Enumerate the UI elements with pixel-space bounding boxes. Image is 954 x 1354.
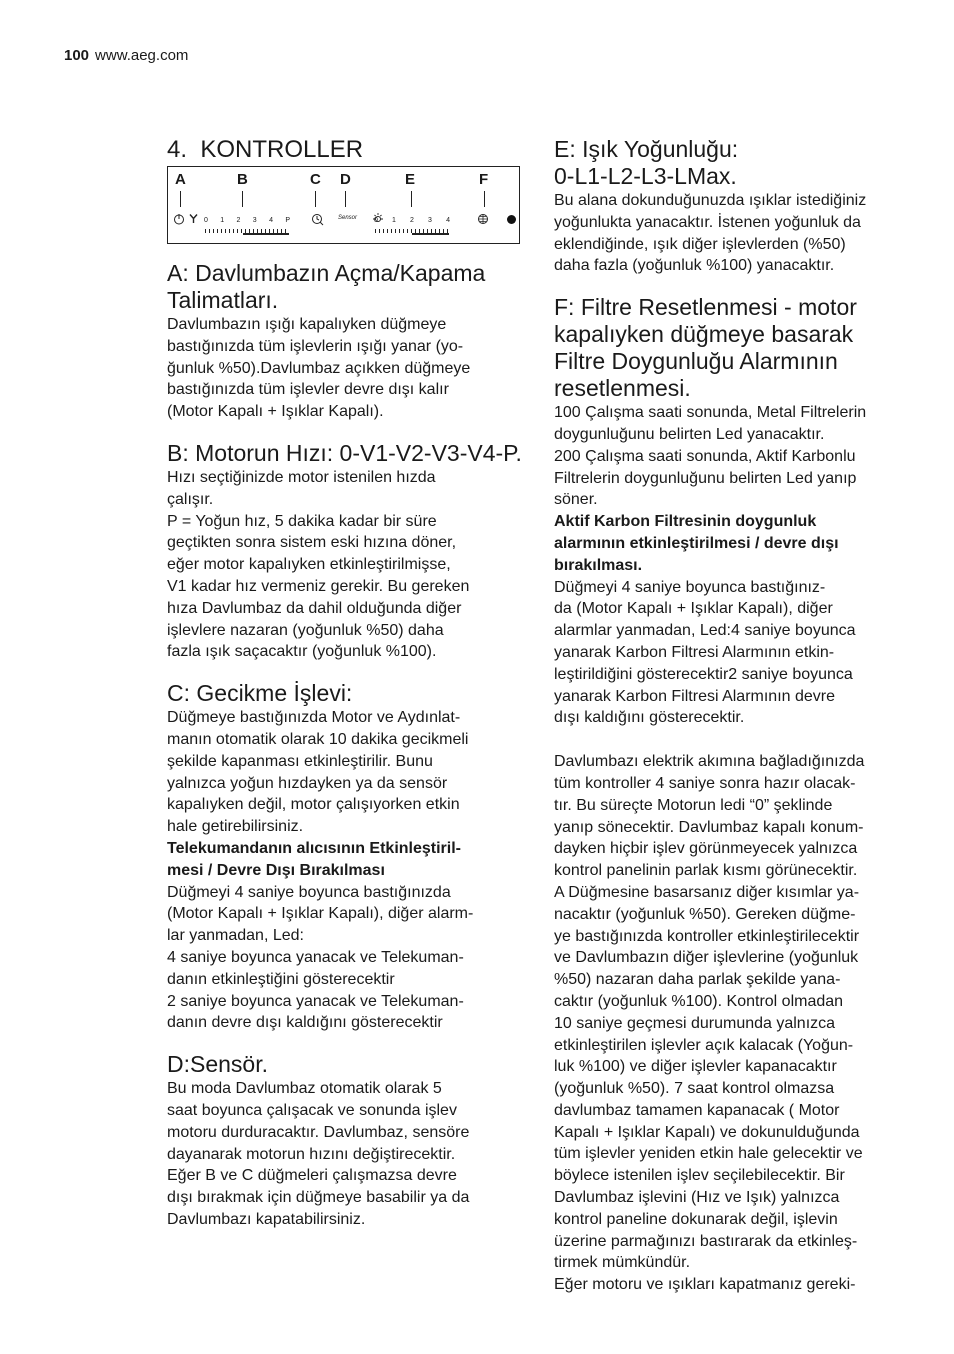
text-line: şekilde kapanması etkinleştirilir. Bunu [167,752,433,770]
section-e-title [554,136,916,190]
text-line: etkinleştirilen işlevler açık kalacak (Yoğun- [554,1036,854,1054]
text-line: dayanarak motorun hızını değiştirecektir. [167,1145,456,1163]
text-line: fazla ışık saçacaktır (yoğunluk %100). [167,643,437,661]
bold-line: Aktif Karbon Filtresinin doygunluk [554,513,817,531]
text-line: yanarak Karbon Filtresi Alarmının etkin- [554,643,835,661]
filter-icon[interactable] [477,213,489,225]
text-line: 2 saniye boyunca yanacak ve Telekuman- [167,992,464,1010]
text-line: alarmlar yanmadan, Led:4 saniye boyunca [554,622,856,640]
text-line: Davlumbaz işlevini (Hız ve Işık) yalnızca [554,1189,840,1207]
page-number: 100 [64,47,90,64]
website-link[interactable]: www.aeg.com [95,47,189,64]
text-line: 10 saniye geçmesi durumunda yalnızca [554,1014,836,1032]
text-line: danın devre dışı kaldığını gösterecektir [167,1014,443,1032]
text-line: ve Davlumbazın diğer işlevlerine (yoğunluk [554,949,859,967]
tick-b [242,191,243,207]
tick-f [484,191,485,207]
text-line: motoru durduracaktır. Davlumbaz, sensöre [167,1123,470,1141]
text-line: tüm kontroller 4 saniye sonra hazır olacak- [554,774,856,792]
section-d-title: D:Sensör. [167,1051,268,1078]
text-line: yanıp sönecektir. Davlumbaz kapalı konum- [554,818,864,836]
text-line: Düğmeyi 4 saniye boyunca bastığınız- [554,578,826,596]
text-line: dışı bırakmak için düğmeye basabilir ya da [167,1189,470,1207]
motor-scale[interactable] [204,217,290,224]
text-line: leştirildiğini gösterecektir2 saniye boyunca [554,665,853,683]
panel-letter-a: A [175,171,186,188]
text-line: lar yanmadan, Led: [167,927,304,945]
panel-letter-c: C [310,171,321,188]
text-line: P = Yoğun hız, 5 dakika kadar bir süre [167,512,437,530]
heading-line: E: Işık Yoğunluğu: [554,136,739,162]
text-line: eklendiğinde, ışık diğer işlevlerden (%50) [554,235,846,253]
light-scale-4: 4 [446,217,450,224]
text-line: yoğunlukta yanacaktır. İstenen yoğunluk da [554,213,861,231]
motor-scale-3: 3 [252,217,257,224]
heading-line: Filtre Doygunluğu Alarmının [554,348,838,375]
clock-icon[interactable] [311,213,324,226]
text-line: Bu moda Davlumbaz otomatik olarak 5 [167,1080,442,1098]
motor-scale-bar [243,233,289,235]
page-header [64,47,188,64]
section-c-title: C: Gecikme İşlevi: [167,680,353,707]
text-line: luk %100) ve diğer işlevler kapanacaktır [554,1058,837,1076]
text-line: 100 Çalışma saati sonunda, Metal Filtrelerin [554,404,867,422]
text-line: Düğmeye bastığınızda Motor ve Aydınlat- [167,709,461,727]
text-line: bastığınızda tüm işlevler devre dışı kalır [167,381,449,399]
text-line: davlumbaz tamamen kapanacak ( Motor [554,1101,840,1119]
bold-line: alarmının etkinleştirilmesi / devre dışı [554,534,839,552]
text-line: (yoğunluk %50). 7 saat kontrol olmazsa [554,1080,835,1098]
text-line: Davlumbazı elektrik akımına bağladığınızda [554,753,865,771]
light-scale-3: 3 [428,217,432,224]
text-line: Davlumbazı kapatabilirsiniz. [167,1210,366,1228]
text-line: yanarak Karbon Filtresi Alarmının devre [554,687,836,705]
panel-letter-d: D [340,171,351,188]
text-line: Davlumbazın ışığı kapalıyken düğmeye [167,316,447,333]
bold-line: Telekumandanın alıcısının Etkinleştiril- [167,839,461,857]
text-line: Hızı seçtiğinizde motor istenilen hızda [167,468,436,486]
text-line: hale getirebilirsiniz. [167,818,304,836]
text-line: tır. Bu süreçte Motorun ledi “0” şeklinde [554,796,833,814]
text-line: üzerine parmağınızı bastırarak da etkinleş- [554,1232,858,1250]
motor-scale-2: 2 [236,217,241,224]
tick-e [411,191,412,207]
panel-letter-e: E [405,171,416,188]
bold-line: bırakılması. [554,556,643,574]
text-line: doygunluğunu belirten Led yanacaktır. [554,425,825,443]
light-scale-2: 2 [410,217,414,224]
text-line: ye bastığınızda kontroller etkinleştirilecektir [554,927,860,945]
light-scale[interactable] [374,217,450,224]
text-line: böylece istenilen işlev seçilebilecektir. Bir [554,1167,845,1185]
heading-line: 0-L1-L2-L3-LMax. [554,163,737,189]
motor-scale-1: 1 [220,217,225,224]
text-line: ğunluk %50).Davlumbaz açıkken düğmeye [167,359,471,377]
text-line: söner. [554,491,598,509]
text-line: saat boyunca çalışacak ve sonunda işlev [167,1101,457,1119]
text-line: (Motor Kapalı + Işıklar Kapalı), diğer alarm- [167,905,474,923]
text-line: dışı kaldığını gösterecektir. [554,709,745,727]
text-line: daha fazla (yoğunluk %100) yanacaktır. [554,257,835,275]
text-line: 4 saniye boyunca yanacak ve Telekuman- [167,948,464,966]
power-icon[interactable] [173,213,185,225]
text-line: manın otomatik olarak 10 dakika gecikmeli [167,730,469,748]
section-b-text [167,467,523,663]
heading-line: resetlenmesi. [554,375,691,402]
motor-scale-p: P [285,217,290,224]
text-line: kapalıyken değil, motor çalışıyorken etkin [167,796,460,814]
section-f-title [554,294,916,402]
text-line: tirmek mümkündür. [554,1254,691,1272]
section-title [167,136,523,164]
section-b-title: B: Motorun Hızı: 0-V1-V2-V3-V4-P. [167,439,522,466]
text-line: kontrol paneline dokunarak değil, işlevin [554,1210,838,1228]
light-scale-bar [412,233,449,235]
text-line: geçtikten sonra sistem eski hızına döner, [167,534,457,552]
text-line: hıza Davlumbaz da dahil olduğunda diğer [167,599,462,617]
motor-scale-4: 4 [269,217,273,224]
left-column [167,136,523,1231]
text-line: da (Motor Kapalı + Işıklar Kapalı), diğer [554,600,833,618]
section-d-text [167,1078,523,1231]
section-a-text [167,314,523,423]
sensor-label[interactable]: Sensor [338,215,358,221]
text-line: Bu alana dokunduğunuzda ışıklar istediğiniz [554,192,867,209]
heading-line: F: Filtre Resetlenmesi - motor [554,294,857,321]
panel-letter-b: B [237,171,248,188]
text-line: V1 kadar hız vermeniz gerekir. Bu gereken [167,577,470,595]
panel-letter-f: F [479,171,489,188]
text-line: Filtrelerin doygunluğunu belirten Led yanıp [554,469,857,487]
tick-c [315,191,316,207]
text-line: kontrol panelinin parlak kısmı görünecektir. [554,862,858,880]
text-line: A Düğmesine basarsanız diğer kısımlar ya- [554,883,860,901]
text-line: danın etkinleştiğini gösterecektir [167,970,395,988]
text-line: Eğer motoru ve ışıkları kapatmanız gereki- [554,1276,856,1294]
text-line: işlevlere nazaran (yoğunluk %50) daha [167,621,444,639]
section-c-text [167,707,523,1034]
fan-icon [188,213,199,224]
led-dot-icon [507,215,516,224]
bold-line: mesi / Devre Dışı Bırakılması [167,861,385,879]
text-line: yalnızca yoğun hızdayken ya da sensör [167,774,448,792]
text-line: Eğer B ve C düğmeleri çalışmazsa devre [167,1167,457,1185]
section-title-text: KONTROLLER [200,136,364,163]
heading-line: kapalıyken düğmeye basarak [554,321,854,348]
text-line: Kapalı + Işıklar Kapalı) ve dokunulduğunda [554,1123,860,1141]
tick-d [345,191,346,207]
text-line: nacaktır (yoğunluk %50). Gereken düğme- [554,905,856,923]
text-line: çalışır. [167,490,214,508]
text-line: Düğmeyi 4 saniye boyunca bastığınızda [167,883,451,901]
light-scale-0: 0 [374,217,378,224]
text-line: %50) nazaran daha parlak şekilde yana- [554,971,841,989]
text-line: caktır (yoğunluk %100). Kontrol olmadan [554,992,844,1010]
light-scale-1: 1 [392,217,396,224]
text-line: tüm işlevler yeniden etkin hale gelecektir ve [554,1145,863,1163]
section-number: 4. [167,136,188,163]
text-line: (Motor Kapalı + Işıklar Kapalı). [167,403,384,421]
text-line: bastığınızda tüm işlevlerin ışığı yanar (yo- [167,337,464,355]
control-panel-diagram [167,166,520,244]
text-line: dayken hiçbir işlev görünmeyecek yalnızca [554,840,858,858]
section-a-title: A: Davlumbazın Açma/Kapama Talimatları. [167,260,486,313]
text-line: eğer motor kapalıyken etkinleştirilmişse, [167,556,451,574]
section-f-text [554,402,916,1296]
section-e-text [554,190,916,277]
motor-scale-0: 0 [204,217,208,224]
text-line: 200 Çalışma saati sonunda, Aktif Karbonlu [554,447,856,465]
right-column [554,136,916,1296]
tick-a [180,191,181,207]
